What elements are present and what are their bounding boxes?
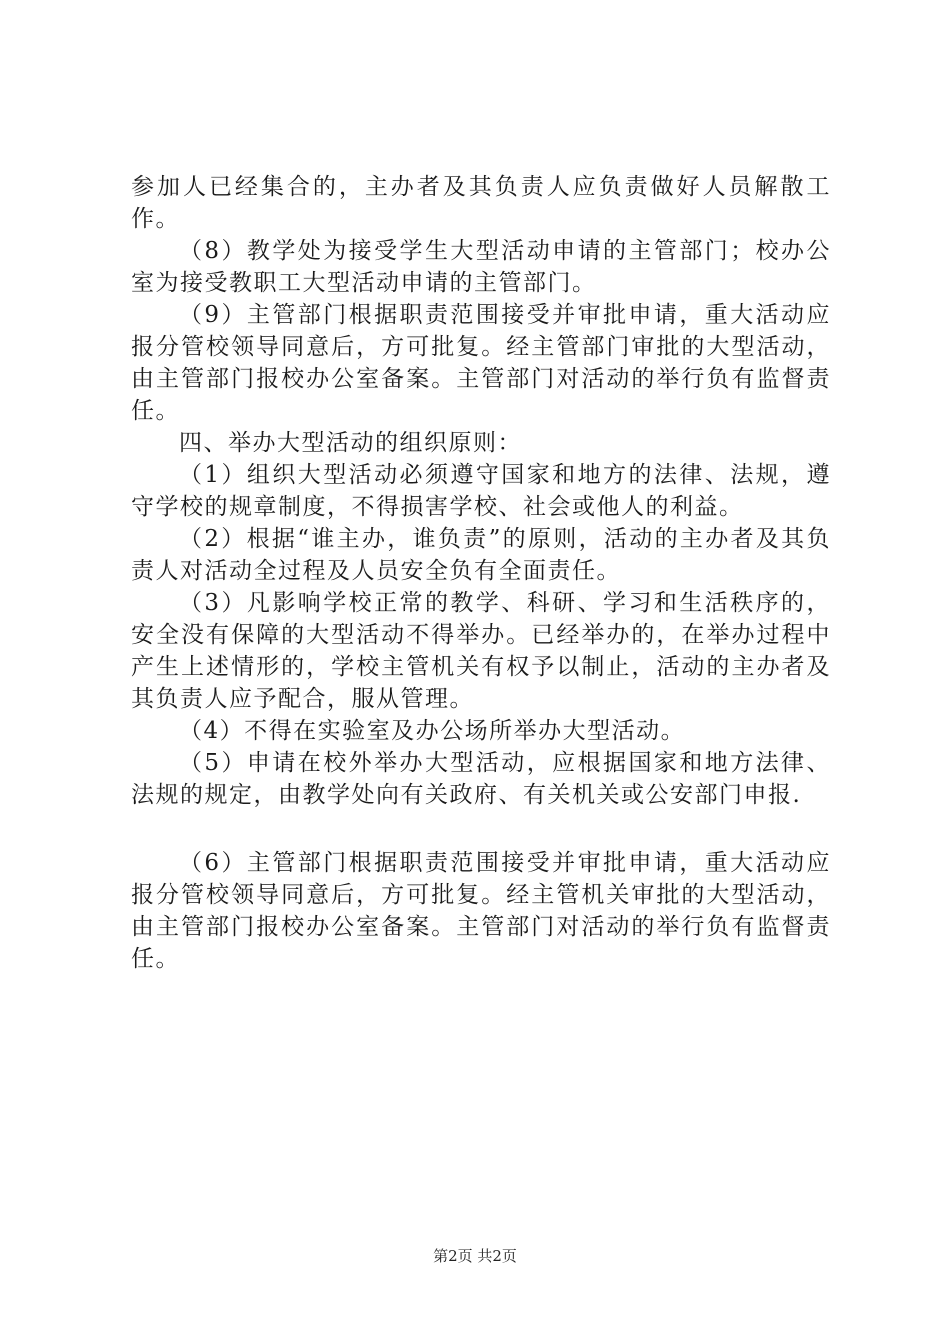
paragraph-principle-2: （2）根据“谁主办，谁负责”的原则，活动的主办者及其负责人对活动全过程及人员安全负有全面责任。 [131,526,831,584]
paragraph-item-8: （8）教学处为接受学生大型活动申请的主管部门；校办公室为接受教职工大型活动申请的主管部门。 [131,238,831,296]
paragraph-item-9: （9）主管部门根据职责范围接受并审批申请，重大活动应报分管校领导同意后，方可批复。经主管部门审批的大型活动，由主管部门报校办公室备案。主管部门对活动的举行负有监督责任。 [131,302,831,424]
page-number-footer: 第2页 共2页 [433,1247,517,1265]
paragraph-principle-1: （1）组织大型活动必须遵守国家和地方的法律、法规，遵守学校的规章制度，不得损害学校、社会或他人的利益。 [131,462,831,520]
paragraph-continuation: 参加人已经集合的，主办者及其负责人应负责做好人员解散工作。 [131,174,831,232]
paragraph-principle-6: （6）主管部门根据职责范围接受并审批申请，重大活动应报分管校领导同意后，方可批复。经主管机关审批的大型活动，由主管部门报校办公室备案。主管部门对活动的举行负有监督责任。 [131,850,831,972]
paragraph-principle-4: （4）不得在实验室及办公场所举办大型活动。 [179,718,686,744]
section-heading-4: 四、举办大型活动的组织原则： [179,430,522,456]
document-body [131,171,831,975]
paragraph-principle-3: （3）凡影响学校正常的教学、科研、学习和生活秩序的，安全没有保障的大型活动不得举办。已经举办的，在举办过程中产生上述情形的，学校主管机关有权予以制止，活动的主办者及其负责人应予配合，服从管理。 [131,590,831,712]
paragraph-principle-5: （5）申请在校外举办大型活动，应根据国家和地方法律、法规的规定，由教学处向有关政府、有关机关或公安部门申报. [131,750,831,808]
